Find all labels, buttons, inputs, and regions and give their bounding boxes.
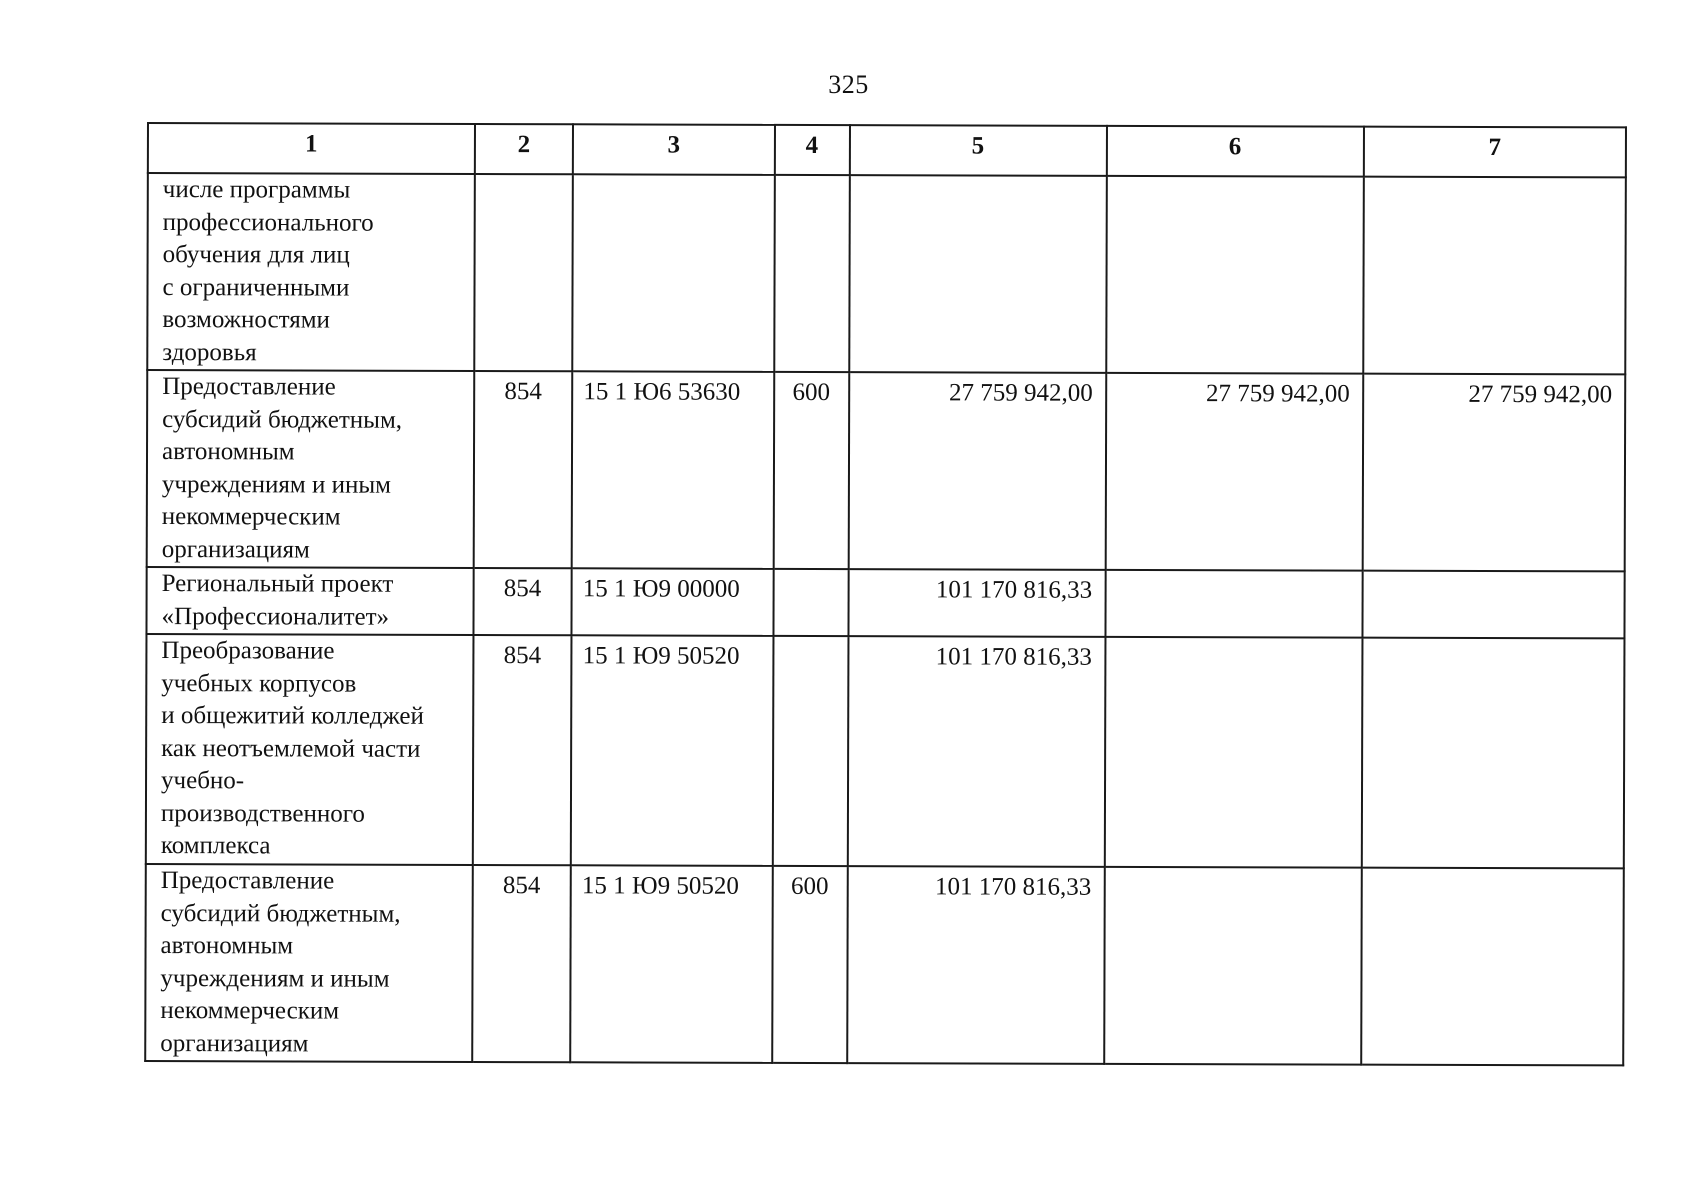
name-line: и общежитий колледжей (161, 702, 424, 730)
row-name-cell (146, 634, 473, 865)
page-number: 325 (828, 70, 869, 99)
header-col-4: 4 (774, 125, 849, 175)
table-header-row (148, 123, 1626, 177)
csr-cell: 15 1 Ю9 00000 (572, 568, 774, 636)
name-line: субсидий бюджетным, (162, 405, 403, 434)
name-line: субсидий бюджетным, (160, 899, 401, 928)
sum-cell-5: 101 170 816,33 (847, 636, 1105, 867)
name-line: «Профессионалитет» (161, 602, 390, 631)
sum-cell-7 (1363, 177, 1626, 375)
sum-cell-6 (1105, 570, 1362, 638)
name-line: обучения для лиц (162, 241, 350, 269)
vr-cell (774, 175, 850, 372)
name-line: Предоставление (160, 867, 335, 895)
name-line: возможностями (162, 306, 330, 334)
ved-cell: 854 (473, 568, 572, 635)
table-row (147, 173, 1626, 374)
header-col-3: 3 (573, 124, 774, 175)
header-col-7: 7 (1363, 127, 1626, 178)
sum-cell-7 (1362, 571, 1625, 639)
name-line: профессионального (162, 208, 374, 237)
sum-cell-5: 27 759 942,00 (848, 372, 1106, 570)
table-row (145, 864, 1624, 1065)
name-line: некоммерческим (160, 997, 340, 1025)
sum-cell-5 (849, 175, 1107, 373)
name-line: Преобразование (161, 637, 335, 665)
name-line: автономным (160, 932, 294, 960)
name-line: автономным (161, 438, 295, 466)
row-name-cell (145, 864, 472, 1062)
name-line: некоммерческим (161, 503, 341, 531)
name-line: учреждениям и иным (161, 470, 392, 499)
table-row (147, 370, 1626, 571)
sum-cell-5: 101 170 816,33 (847, 866, 1105, 1064)
ved-cell: 854 (472, 635, 571, 865)
vr-cell: 600 (772, 866, 848, 1063)
row-name-cell (147, 173, 474, 371)
name-line: как неотъемлемой части (161, 734, 421, 763)
sum-cell-6 (1104, 867, 1362, 1065)
table-row (146, 634, 1625, 868)
csr-cell: 15 1 Ю6 53630 (572, 371, 774, 569)
name-line: учебно- (161, 767, 245, 795)
ved-cell (474, 174, 573, 371)
name-line: организациям (160, 1029, 309, 1057)
name-line: здоровья (162, 338, 257, 366)
name-line: производственного (160, 799, 365, 828)
vr-cell (773, 569, 848, 636)
csr-cell (572, 174, 774, 372)
sum-cell-6 (1106, 176, 1364, 374)
name-line: организациям (161, 535, 310, 563)
name-line: числе программы (162, 176, 351, 204)
name-line: Предоставление (162, 373, 336, 401)
header-col-2: 2 (475, 124, 574, 174)
budget-table (144, 122, 1627, 1066)
name-line: с ограниченными (162, 273, 350, 302)
table-row (146, 567, 1624, 638)
row-name-cell (146, 567, 473, 635)
sum-cell-6: 27 759 942,00 (1105, 373, 1363, 571)
name-line: учреждениям и иным (160, 964, 390, 993)
name-line: учебных корпусов (161, 669, 357, 698)
header-col-1: 1 (148, 123, 475, 174)
sum-cell-7: 27 759 942,00 (1362, 374, 1625, 572)
ved-cell: 854 (473, 371, 572, 568)
name-line: комплекса (160, 832, 271, 860)
csr-cell: 15 1 Ю9 50520 (571, 635, 773, 866)
sum-cell-5: 101 170 816,33 (848, 569, 1105, 637)
header-col-6: 6 (1106, 126, 1363, 177)
header-col-5: 5 (849, 125, 1106, 176)
csr-cell: 15 1 Ю9 50520 (570, 865, 772, 1063)
ved-cell: 854 (472, 865, 571, 1062)
sum-cell-7 (1361, 868, 1624, 1066)
sum-cell-7 (1361, 638, 1624, 869)
name-line: Региональный проект (161, 570, 394, 598)
vr-cell: 600 (773, 372, 849, 569)
vr-cell (772, 636, 848, 866)
row-name-cell (147, 370, 474, 568)
sum-cell-6 (1104, 637, 1362, 868)
